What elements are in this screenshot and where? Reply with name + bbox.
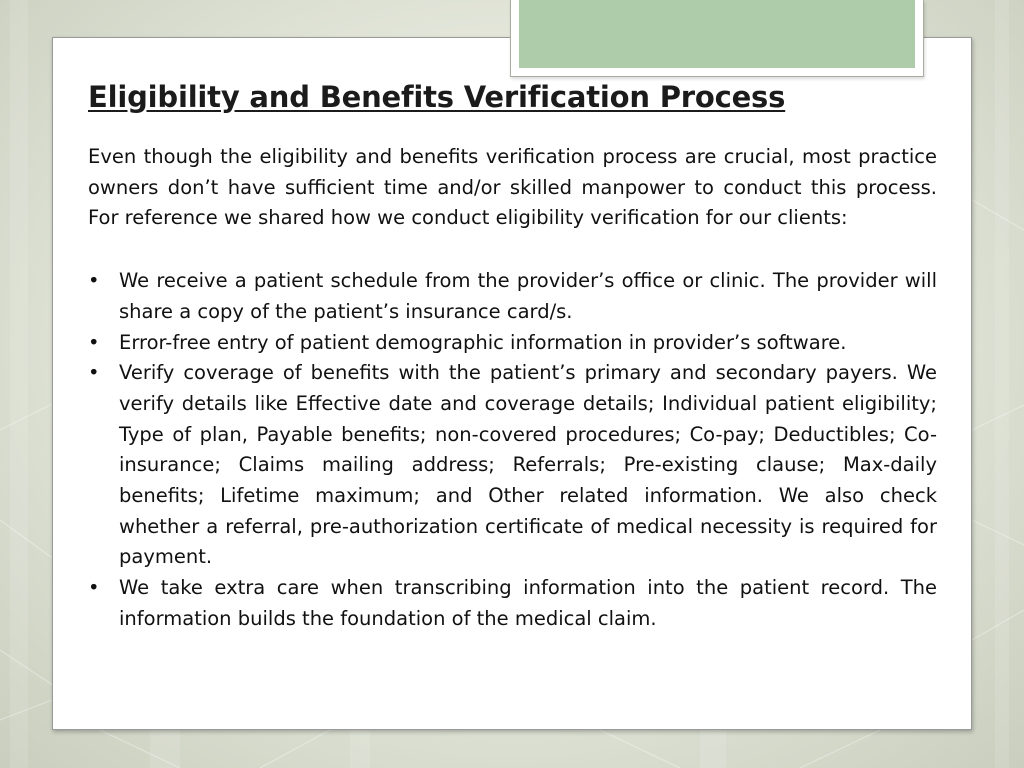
list-item — [88, 328, 937, 359]
list-item-text: Error-free entry of patient demographic information in provider’s software. — [119, 330, 847, 354]
slide-content — [88, 78, 937, 635]
decorative-header-tab — [510, 0, 924, 77]
list-item-text: We take extra care when transcribing information into the patient record. The information builds the foundation of the medical claim. — [119, 576, 937, 630]
list-item-text: We receive a patient schedule from the provider’s office or clinic. The provider will share a copy of the patient’s insurance card/s. — [119, 269, 937, 323]
slide-title: Eligibility and Benefits Verification Process — [88, 80, 786, 114]
intro-paragraph: Even though the eligibility and benefits verification process are crucial, most practice owners don’t have sufficient time and/or skilled manpower to conduct this process. For reference we shared how we conduct eligibility verification for our clients: — [88, 145, 937, 230]
header-tab-fill — [519, 0, 915, 68]
bullet-icon: • — [88, 576, 100, 600]
list-item-text: Verify coverage of benefits with the patient’s primary and secondary payers. We verify details like Effective date and coverage details; Individual patient eligibility; Type of plan, Payable benefits; non-covered procedures; Co-pay; Deductibles; Co-insurance; Claims mailing address; Referrals; Pre-existing clause; Max-daily benefits; Lifetime maximum; and Other related information. We also check whether a referral, pre-authorization certificate of medical necessity is required for payment. — [119, 361, 937, 569]
list-item — [88, 266, 937, 327]
list-item — [88, 358, 937, 573]
bullet-list — [88, 266, 937, 634]
bullet-icon: • — [88, 330, 100, 354]
bullet-icon: • — [88, 269, 100, 293]
list-item — [88, 573, 937, 634]
bullet-icon: • — [88, 361, 100, 385]
